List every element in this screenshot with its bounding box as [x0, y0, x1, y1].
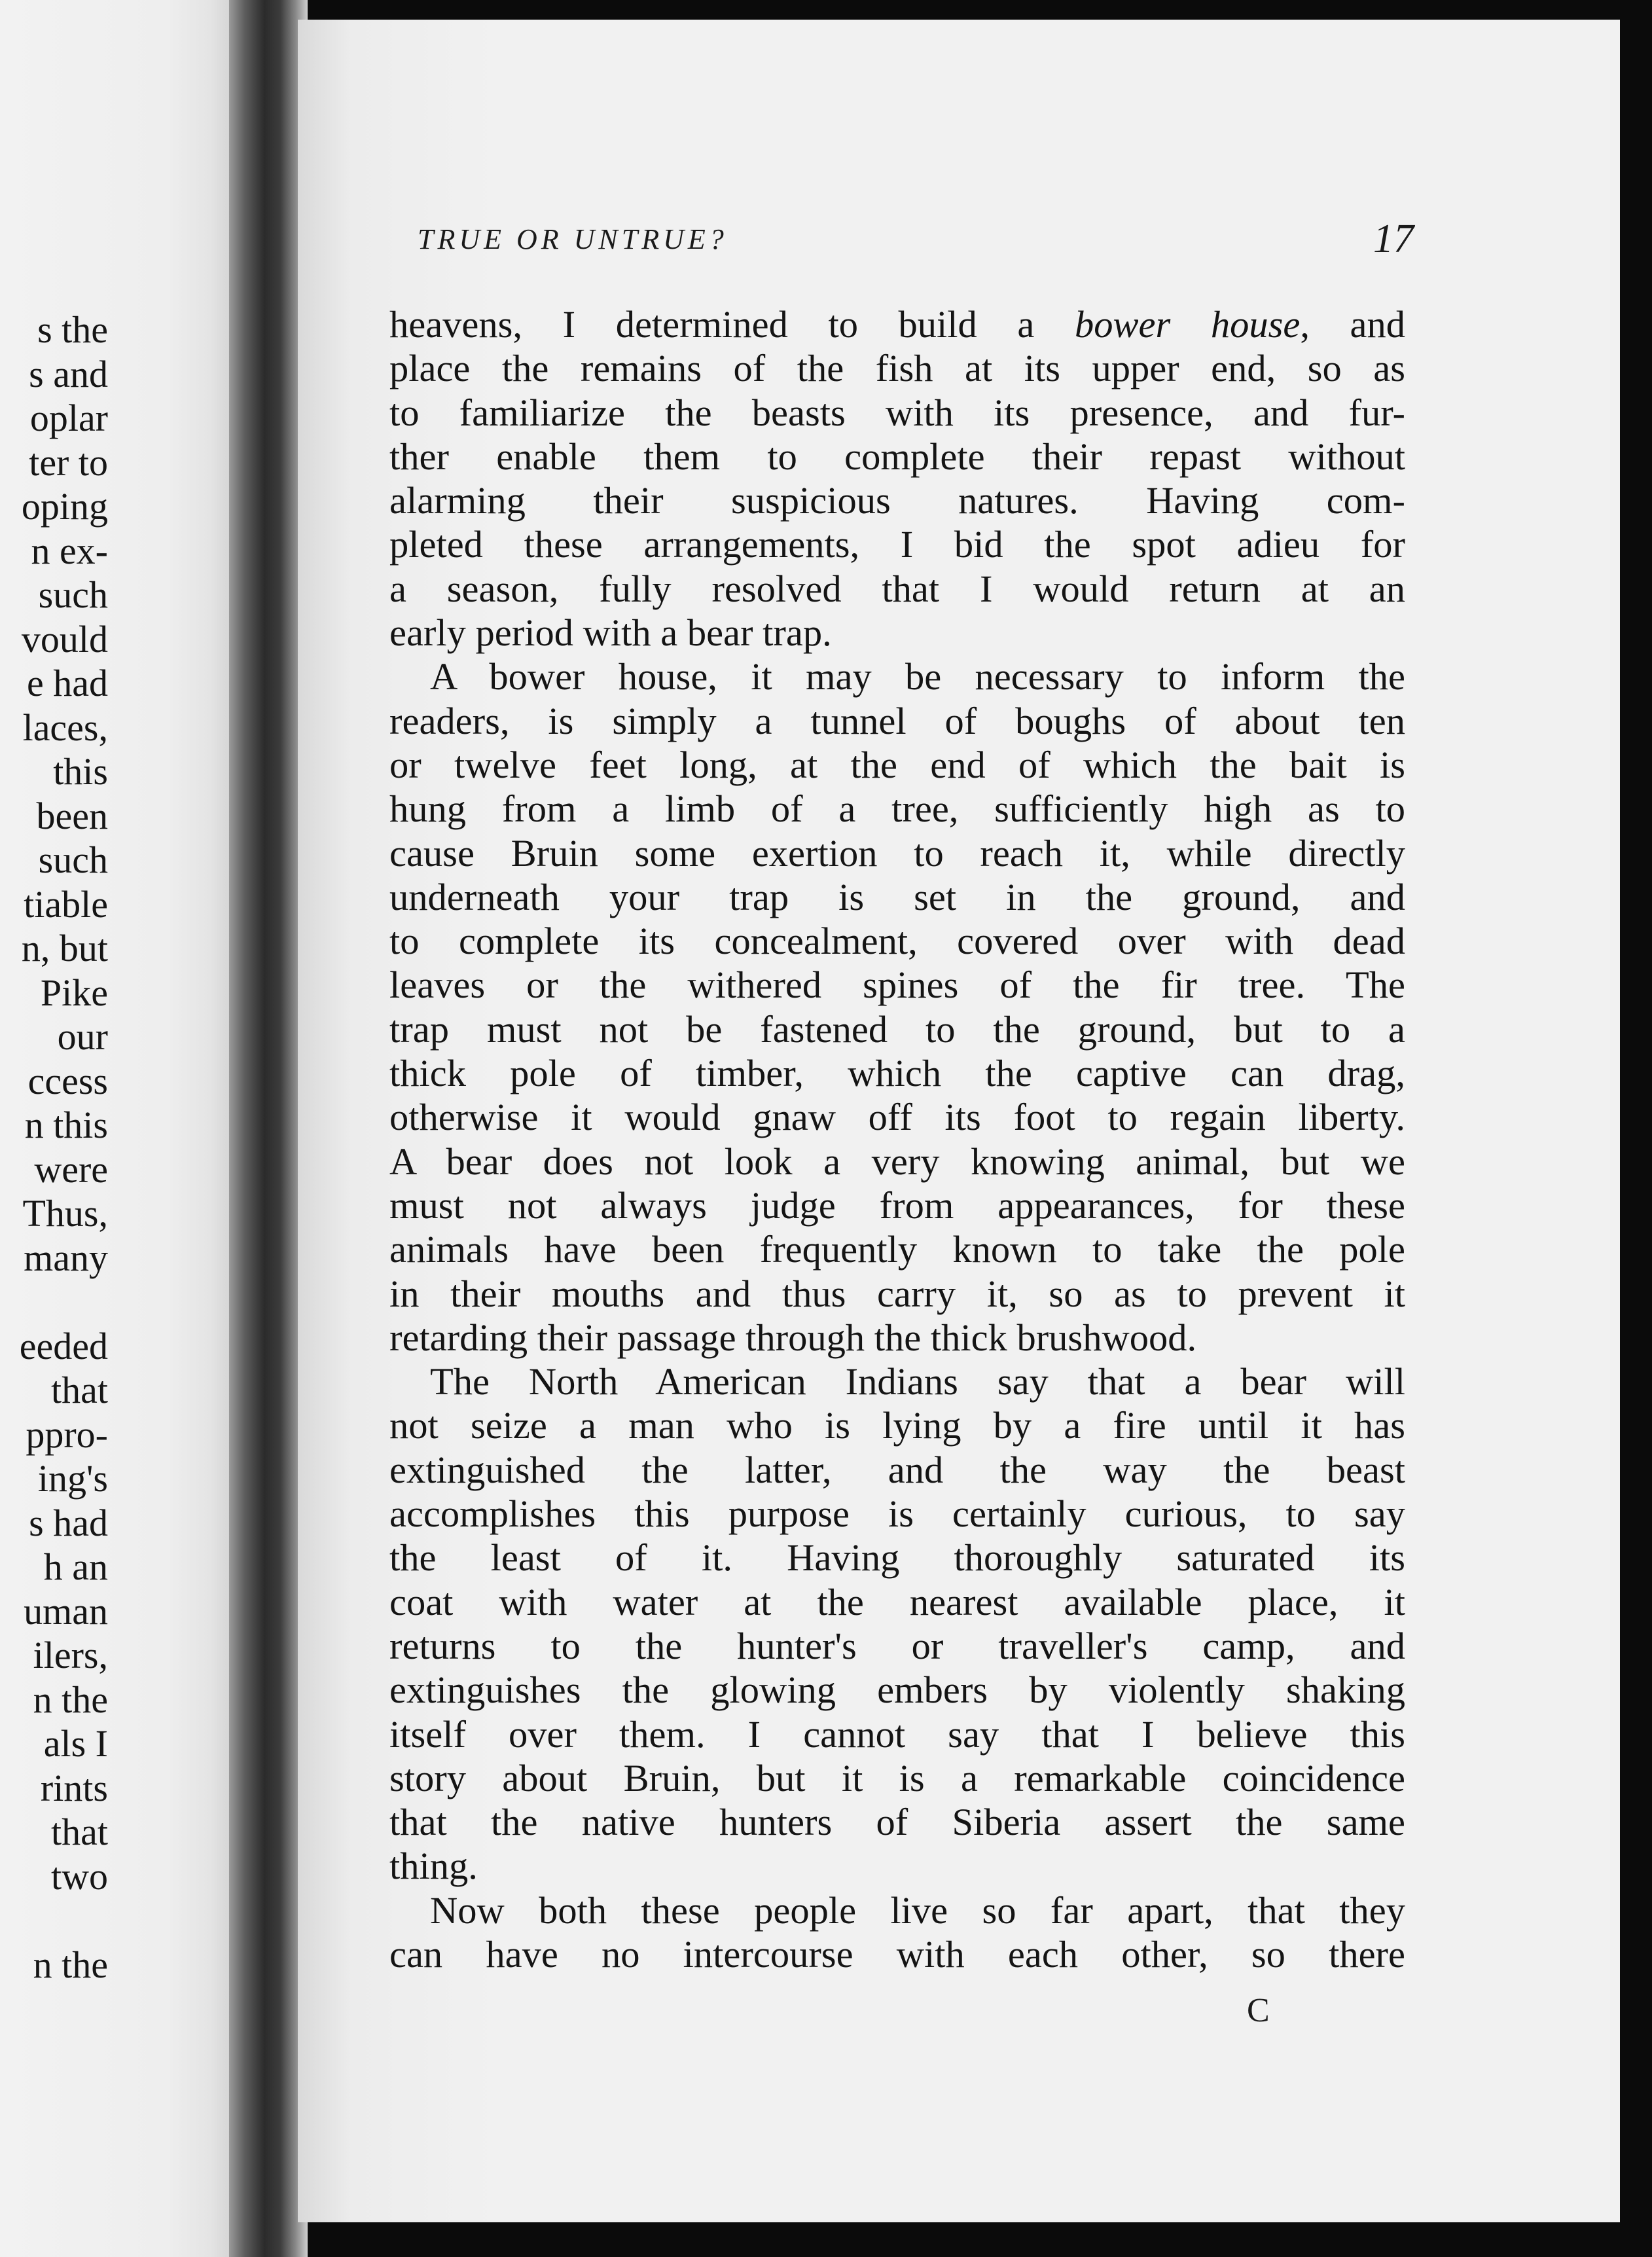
signature-mark: C	[1247, 1992, 1270, 2029]
left-page-line	[0, 1280, 108, 1324]
text-line: must not always judge from appearances, for these	[389, 1183, 1405, 1227]
text-line: thick pole of timber, which the captive can drag,	[389, 1052, 1405, 1095]
text-line: readers, is simply a tunnel of boughs of about ten	[389, 699, 1405, 742]
text-line: Now both these people live so far apart, that they	[430, 1888, 1405, 1932]
left-page-line: ter to	[29, 441, 108, 484]
left-page-line: s had	[29, 1501, 108, 1544]
left-page-line: eeded	[19, 1324, 108, 1367]
left-page-line: Pike	[40, 971, 108, 1014]
text-line: The North American Indians say that a bear will	[430, 1360, 1405, 1403]
left-page-line: were	[34, 1147, 108, 1191]
text-line: animals have been frequently known to take the pole	[389, 1228, 1405, 1271]
left-page-line: ppro-	[26, 1413, 108, 1456]
left-page-line: n the	[33, 1943, 108, 1986]
left-page-line: tiable	[24, 882, 108, 926]
text-line: retarding their passage through the thick brushwood.	[389, 1316, 1197, 1359]
text-line: that the native hunters of Siberia assert the same	[389, 1801, 1405, 1844]
text-line: otherwise it would gnaw off its foot to regain liberty.	[389, 1096, 1405, 1139]
left-page-line: that	[51, 1369, 108, 1411]
left-page-line	[0, 1898, 108, 1943]
left-page-line: two	[51, 1854, 108, 1898]
left-page-line: s the	[37, 308, 108, 351]
left-page-line: that	[51, 1811, 108, 1853]
left-page-line: n ex-	[31, 529, 108, 572]
left-page-line: n the	[33, 1678, 108, 1721]
text-line: extinguished the latter, and the way the beast	[389, 1448, 1405, 1491]
text-line: extinguishes the glowing embers by violently shaking	[389, 1669, 1405, 1712]
text-line: ther enable them to complete their repast without	[389, 435, 1405, 478]
text-line: not seize a man who is lying by a fire until it has	[389, 1404, 1405, 1447]
text-line: in their mouths and thus carry it, so as to prevent it	[389, 1272, 1405, 1315]
left-page-line: rints	[40, 1766, 108, 1809]
text-line: returns to the hunter's or traveller's camp, and	[389, 1624, 1405, 1667]
text-line: or twelve feet long, at the end of which the bait is	[389, 743, 1405, 786]
left-page-line: ing's	[37, 1457, 108, 1500]
text-line: underneath your trap is set in the ground, and	[389, 875, 1405, 918]
text-line: A bear does not look a very knowing animal, but we	[389, 1140, 1405, 1183]
text-line: leaves or the withered spines of the fir tree. The	[389, 964, 1405, 1007]
text-line: accomplishes this purpose is certainly curious, to say	[389, 1492, 1405, 1536]
left-page-line: s and	[29, 352, 108, 395]
body-text	[389, 302, 1405, 1976]
text-line: coat with water at the nearest available place, it	[389, 1580, 1405, 1623]
left-page-line: oping	[21, 485, 108, 528]
text-line: A bower house, it may be necessary to inform the	[430, 655, 1405, 698]
left-page-line: uman	[24, 1589, 108, 1633]
left-page-line: laces,	[22, 706, 108, 749]
text-line: story about Bruin, but it is a remarkable coincidence	[389, 1756, 1405, 1799]
left-page-line: oplar	[29, 397, 108, 439]
left-page-line: Thus,	[22, 1192, 108, 1235]
text-line: place the remains of the fish at its upper end, so as	[389, 347, 1405, 390]
left-page-line: n, but	[21, 927, 108, 969]
text-line: to familiarize the beasts with its presence, and fur-	[389, 391, 1405, 434]
text-line: the least of it. Having thoroughly saturated its	[389, 1536, 1405, 1580]
page-number: 17	[1373, 217, 1414, 261]
left-page-line: such	[38, 839, 108, 881]
book-gutter	[229, 0, 308, 2257]
text-line: hung from a limb of a tree, sufficiently high as to	[389, 787, 1405, 831]
left-page-line: our	[57, 1015, 108, 1058]
left-page-line: h an	[43, 1545, 108, 1588]
left-page-line: such	[38, 573, 108, 616]
text-line: thing.	[389, 1845, 478, 1888]
left-page-line: vould	[21, 617, 108, 660]
text-line: can have no intercourse with each other, so there	[389, 1932, 1405, 1976]
text-line: a season, fully resolved that I would return at an	[389, 567, 1405, 610]
text-line: alarming their suspicious natures. Having com-	[389, 479, 1405, 522]
left-page-line: n this	[24, 1104, 108, 1146]
text-line: trap must not be fastened to the ground, but to a	[389, 1007, 1405, 1051]
text-line: early period with a bear trap.	[389, 611, 832, 655]
running-head: TRUE OR UNTRUE?	[418, 223, 728, 255]
left-page-line: e had	[27, 662, 108, 704]
left-page-text-edge	[0, 308, 108, 1987]
left-page-line: als I	[43, 1722, 108, 1765]
text-line: heavens, I determined to build a bower house, and	[389, 303, 1406, 346]
text-line: pleted these arrangements, I bid the spot adieu for	[389, 523, 1405, 566]
left-page-line: ccess	[27, 1059, 108, 1102]
left-page-line: this	[53, 750, 108, 793]
left-page	[0, 0, 239, 2257]
text-line: to complete its concealment, covered over with dead	[389, 920, 1405, 963]
text-line: cause Bruin some exertion to reach it, while directly	[389, 831, 1405, 875]
italic-term: bower house	[1074, 303, 1301, 346]
left-page-line: many	[24, 1236, 108, 1279]
text-line: itself over them. I cannot say that I believe this	[389, 1712, 1405, 1756]
left-page-line: ilers,	[33, 1634, 108, 1676]
left-page-line: been	[36, 794, 108, 837]
